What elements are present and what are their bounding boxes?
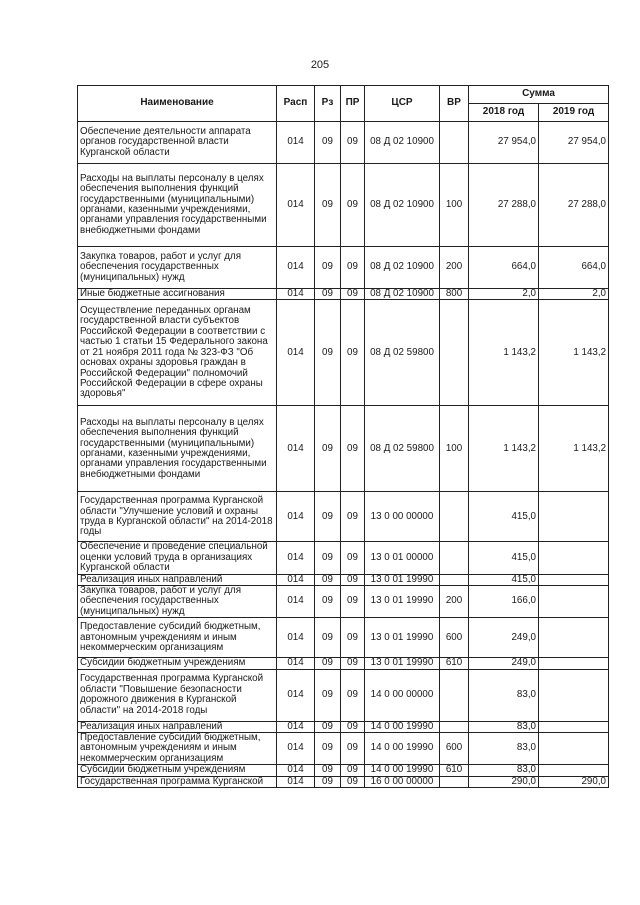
- row-name: Обеспечение деятельности аппарата органов государственной власти Курганской области: [78, 122, 277, 164]
- row-pr: 09: [341, 733, 365, 765]
- row-rz: 09: [315, 658, 341, 669]
- row-name: Осуществление переданных органам государственной власти субъектов Российской Федерации в соответствии с частью 1 статьи 15 Федерального закона от 21 ноября 2011 года № 323-ФЗ "Об основах охраны здоровья граждан в Российской Федерации" полномочий Российской Федерации в сфере охраны здоровья": [78, 300, 277, 406]
- table-row: [78, 721, 609, 732]
- row-csr: 08 Д 02 10900: [365, 122, 440, 164]
- row-vr: 600: [440, 618, 469, 658]
- row-csr: 13 0 01 19990: [365, 586, 440, 618]
- row-sum-2018: 83,0: [469, 733, 539, 765]
- row-sum-2019: [539, 586, 609, 618]
- row-sum-2019: [539, 542, 609, 574]
- row-rasp: 014: [277, 733, 315, 765]
- table-row: [78, 776, 609, 787]
- row-csr: 14 0 00 19990: [365, 721, 440, 732]
- row-sum-2019: [539, 669, 609, 721]
- row-name: Предоставление субсидий бюджетным, автономным учреждениям и иным некоммерческим организациям: [78, 733, 277, 765]
- table-row: [78, 618, 609, 658]
- row-vr: 610: [440, 765, 469, 776]
- row-rasp: 014: [277, 618, 315, 658]
- row-name: Государственная программа Курганской: [78, 776, 277, 787]
- row-sum-2018: 664,0: [469, 247, 539, 289]
- page-number: 205: [310, 59, 330, 71]
- row-vr: 800: [440, 289, 469, 300]
- row-pr: 09: [341, 721, 365, 732]
- row-vr: 610: [440, 658, 469, 669]
- row-rasp: 014: [277, 721, 315, 732]
- table-row: [78, 406, 609, 492]
- row-pr: 09: [341, 300, 365, 406]
- row-vr: 200: [440, 586, 469, 618]
- row-csr: 16 0 00 00000: [365, 776, 440, 787]
- row-sum-2019: [539, 492, 609, 542]
- row-sum-2018: 27 954,0: [469, 122, 539, 164]
- row-sum-2018: 83,0: [469, 721, 539, 732]
- table-row: [78, 542, 609, 574]
- row-pr: 09: [341, 492, 365, 542]
- row-sum-2018: 1 143,2: [469, 300, 539, 406]
- row-csr: 14 0 00 19990: [365, 765, 440, 776]
- header-year-2018: 2018 год: [469, 104, 539, 122]
- row-pr: 09: [341, 122, 365, 164]
- row-pr: 09: [341, 247, 365, 289]
- table-row: [78, 733, 609, 765]
- row-sum-2018: 249,0: [469, 658, 539, 669]
- row-sum-2018: 166,0: [469, 586, 539, 618]
- row-vr: [440, 300, 469, 406]
- row-rz: 09: [315, 122, 341, 164]
- row-vr: [440, 721, 469, 732]
- row-name: Расходы на выплаты персоналу в целях обеспечения выполнения функций государственными (муниципальными) органами, казенными учреждениями, органами управления государственными внебюджетными фондами: [78, 164, 277, 247]
- row-rz: 09: [315, 765, 341, 776]
- row-rasp: 014: [277, 300, 315, 406]
- row-rz: 09: [315, 733, 341, 765]
- budget-table: [77, 85, 609, 788]
- row-sum-2019: 1 143,2: [539, 406, 609, 492]
- row-pr: 09: [341, 618, 365, 658]
- row-name: Иные бюджетные ассигнования: [78, 289, 277, 300]
- row-rasp: 014: [277, 542, 315, 574]
- row-sum-2018: 1 143,2: [469, 406, 539, 492]
- row-sum-2019: [539, 574, 609, 585]
- row-sum-2019: [539, 765, 609, 776]
- row-vr: 100: [440, 164, 469, 247]
- table-row: [78, 669, 609, 721]
- header-csr: ЦСР: [365, 86, 440, 122]
- header-rz: Рз: [315, 86, 341, 122]
- row-sum-2019: 27 288,0: [539, 164, 609, 247]
- row-name: Государственная программа Курганской области "Улучшение условий и охраны труда в Курганской области" на 2014-2018 годы: [78, 492, 277, 542]
- row-sum-2018: 290,0: [469, 776, 539, 787]
- header-vr: ВР: [440, 86, 469, 122]
- row-rz: 09: [315, 586, 341, 618]
- row-rasp: 014: [277, 669, 315, 721]
- row-name: Обеспечение и проведение специальной оценки условий труда в организациях Курганской области: [78, 542, 277, 574]
- row-rasp: 014: [277, 289, 315, 300]
- row-csr: 13 0 01 19990: [365, 574, 440, 585]
- row-sum-2019: [539, 721, 609, 732]
- row-sum-2018: 415,0: [469, 492, 539, 542]
- table-body: [78, 122, 609, 788]
- row-csr: 08 Д 02 10900: [365, 164, 440, 247]
- row-sum-2018: 83,0: [469, 669, 539, 721]
- row-csr: 13 0 00 00000: [365, 492, 440, 542]
- row-name: Субсидии бюджетным учреждениям: [78, 765, 277, 776]
- row-vr: [440, 542, 469, 574]
- header-rasp: Расп: [277, 86, 315, 122]
- table-row: [78, 586, 609, 618]
- table-row: [78, 765, 609, 776]
- header-pr: ПР: [341, 86, 365, 122]
- row-sum-2019: [539, 658, 609, 669]
- row-name: Государственная программа Курганской области "Повышение безопасности дорожного движения в Курганской области" на 2014-2018 годы: [78, 669, 277, 721]
- row-vr: 200: [440, 247, 469, 289]
- row-csr: 08 Д 02 10900: [365, 247, 440, 289]
- row-rz: 09: [315, 618, 341, 658]
- row-vr: [440, 776, 469, 787]
- row-rz: 09: [315, 669, 341, 721]
- row-rz: 09: [315, 164, 341, 247]
- row-sum-2019: 664,0: [539, 247, 609, 289]
- row-rz: 09: [315, 289, 341, 300]
- row-name: Реализация иных направлений: [78, 721, 277, 732]
- row-pr: 09: [341, 406, 365, 492]
- row-pr: 09: [341, 164, 365, 247]
- row-sum-2018: 27 288,0: [469, 164, 539, 247]
- table-row: [78, 247, 609, 289]
- table-row: [78, 289, 609, 300]
- row-sum-2019: 290,0: [539, 776, 609, 787]
- row-rasp: 014: [277, 122, 315, 164]
- row-vr: 600: [440, 733, 469, 765]
- row-csr: 14 0 00 00000: [365, 669, 440, 721]
- row-sum-2019: 2,0: [539, 289, 609, 300]
- row-rasp: 014: [277, 776, 315, 787]
- row-rasp: 014: [277, 574, 315, 585]
- table-row: [78, 122, 609, 164]
- row-rz: 09: [315, 406, 341, 492]
- row-sum-2018: 249,0: [469, 618, 539, 658]
- row-sum-2019: 1 143,2: [539, 300, 609, 406]
- row-name: Реализация иных направлений: [78, 574, 277, 585]
- row-pr: 09: [341, 289, 365, 300]
- row-pr: 09: [341, 586, 365, 618]
- row-csr: 08 Д 02 10900: [365, 289, 440, 300]
- row-csr: 13 0 01 00000: [365, 542, 440, 574]
- row-rasp: 014: [277, 492, 315, 542]
- row-name: Расходы на выплаты персоналу в целях обеспечения выполнения функций государственными (муниципальными) органами, казенными учреждениями, органами управления государственными внебюджетными фондами: [78, 406, 277, 492]
- row-sum-2018: 415,0: [469, 542, 539, 574]
- row-vr: [440, 574, 469, 585]
- table-row: [78, 164, 609, 247]
- table-header: [78, 86, 609, 122]
- row-name: Субсидии бюджетным учреждениям: [78, 658, 277, 669]
- row-rz: 09: [315, 574, 341, 585]
- row-rz: 09: [315, 300, 341, 406]
- row-csr: 13 0 01 19990: [365, 618, 440, 658]
- row-rz: 09: [315, 492, 341, 542]
- table-row: [78, 492, 609, 542]
- row-pr: 09: [341, 669, 365, 721]
- row-name: Предоставление субсидий бюджетным, автономным учреждениям и иным некоммерческим организациям: [78, 618, 277, 658]
- row-csr: 08 Д 02 59800: [365, 406, 440, 492]
- row-rasp: 014: [277, 247, 315, 289]
- row-csr: 08 Д 02 59800: [365, 300, 440, 406]
- row-sum-2018: 83,0: [469, 765, 539, 776]
- row-rasp: 014: [277, 765, 315, 776]
- row-csr: 13 0 01 19990: [365, 658, 440, 669]
- row-rz: 09: [315, 247, 341, 289]
- table-row: [78, 658, 609, 669]
- row-vr: [440, 122, 469, 164]
- row-rz: 09: [315, 542, 341, 574]
- header-name: Наименование: [78, 86, 277, 122]
- row-rasp: 014: [277, 658, 315, 669]
- row-csr: 14 0 00 19990: [365, 733, 440, 765]
- row-pr: 09: [341, 542, 365, 574]
- row-pr: 09: [341, 574, 365, 585]
- row-vr: [440, 669, 469, 721]
- row-sum-2019: 27 954,0: [539, 122, 609, 164]
- header-year-2019: 2019 год: [539, 104, 609, 122]
- row-name: Закупка товаров, работ и услуг для обеспечения государственных (муниципальных) нужд: [78, 586, 277, 618]
- row-rz: 09: [315, 721, 341, 732]
- row-vr: 100: [440, 406, 469, 492]
- row-sum-2018: 2,0: [469, 289, 539, 300]
- row-rz: 09: [315, 776, 341, 787]
- row-sum-2019: [539, 733, 609, 765]
- table-row: [78, 300, 609, 406]
- row-sum-2018: 415,0: [469, 574, 539, 585]
- row-pr: 09: [341, 765, 365, 776]
- row-rasp: 014: [277, 164, 315, 247]
- header-sum: Сумма: [469, 86, 609, 104]
- row-sum-2019: [539, 618, 609, 658]
- row-vr: [440, 492, 469, 542]
- table-row: [78, 574, 609, 585]
- row-pr: 09: [341, 658, 365, 669]
- row-rasp: 014: [277, 406, 315, 492]
- row-rasp: 014: [277, 586, 315, 618]
- row-name: Закупка товаров, работ и услуг для обеспечения государственных (муниципальных) нужд: [78, 247, 277, 289]
- row-pr: 09: [341, 776, 365, 787]
